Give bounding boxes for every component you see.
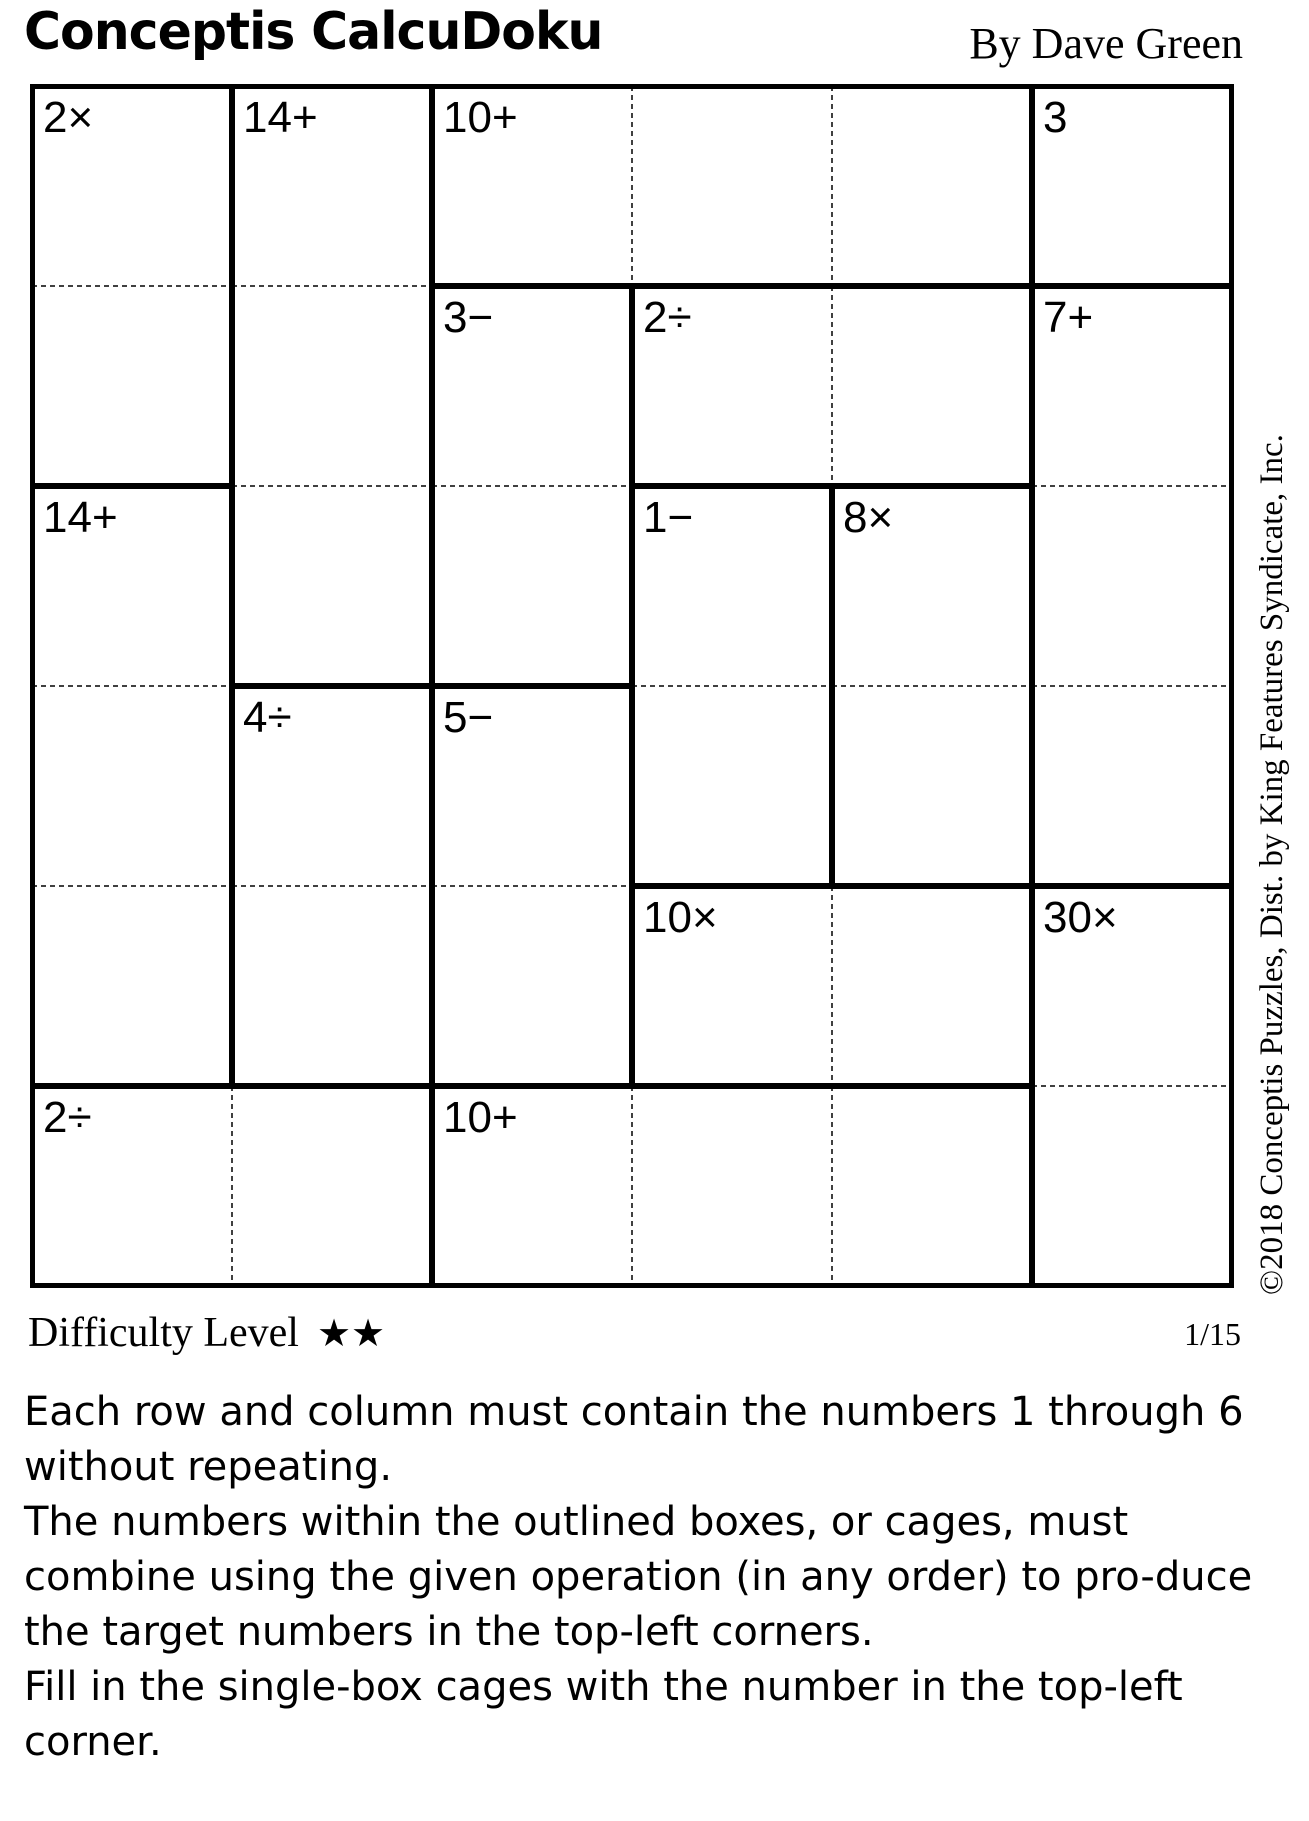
cage-clue: 2÷ xyxy=(43,1093,92,1142)
instruction-rule-3: Fill in the single-box cages with the number in the top-left corner. xyxy=(24,1664,1183,1765)
grid-cell[interactable] xyxy=(632,286,832,486)
grid-cell[interactable] xyxy=(1032,1086,1232,1286)
grid-cell[interactable] xyxy=(232,486,432,686)
instruction-rule-2: The numbers within the outlined boxes, or cages, must combine using the given operation (in any order) to pro-duce the target numbers in the top-left corners. xyxy=(24,1499,1253,1655)
grid-cell[interactable] xyxy=(232,686,432,886)
instructions xyxy=(24,1385,1294,1770)
grid-cell[interactable] xyxy=(632,486,832,686)
grid-cell[interactable] xyxy=(1032,286,1232,486)
cage-clue: 3 xyxy=(1043,93,1068,142)
grid-cell[interactable] xyxy=(1032,686,1232,886)
puzzle-title: Conceptis CalcuDoku xyxy=(24,2,603,62)
grid-cell[interactable] xyxy=(432,886,632,1086)
page-number: 1/15 xyxy=(1184,1316,1241,1352)
grid-cell[interactable] xyxy=(232,1086,432,1286)
grid-cell[interactable] xyxy=(632,886,832,1086)
grid-cell[interactable] xyxy=(232,86,432,286)
grid-cell[interactable] xyxy=(232,886,432,1086)
difficulty-stars: ★★ xyxy=(316,1311,386,1355)
grid-cell[interactable] xyxy=(632,1086,832,1286)
cage-clue: 2÷ xyxy=(643,293,692,342)
cage-clue: 10× xyxy=(643,893,718,942)
cage-clue: 10+ xyxy=(443,93,518,142)
cage-clue: 1− xyxy=(643,493,694,542)
grid-cell[interactable] xyxy=(432,286,632,486)
grid-cell[interactable] xyxy=(32,1086,232,1286)
grid-cell[interactable] xyxy=(1032,486,1232,686)
grid-cell[interactable] xyxy=(32,886,232,1086)
grid-cell[interactable] xyxy=(832,686,1032,886)
grid-cell[interactable] xyxy=(432,1086,632,1286)
grid-cell[interactable] xyxy=(432,486,632,686)
cage-clue: 3− xyxy=(443,293,494,342)
instruction-rule-1: Each row and column must contain the numbers 1 through 6 without repeating. xyxy=(24,1389,1244,1490)
grid-cell[interactable] xyxy=(832,86,1032,286)
grid-cell[interactable] xyxy=(232,286,432,486)
cage-clue: 14+ xyxy=(43,493,118,542)
grid-cell[interactable] xyxy=(832,286,1032,486)
cage-clue: 2× xyxy=(43,93,94,142)
grid-cell[interactable] xyxy=(32,286,232,486)
cage-clue: 8× xyxy=(843,493,894,542)
grid-cell[interactable] xyxy=(432,686,632,886)
grid-cell[interactable] xyxy=(632,686,832,886)
grid-cell[interactable] xyxy=(32,686,232,886)
difficulty-level xyxy=(28,1312,385,1354)
grid-cell[interactable] xyxy=(1032,86,1232,286)
difficulty-label: Difficulty Level xyxy=(28,1310,299,1356)
grid-cell[interactable] xyxy=(832,486,1032,686)
copyright-notice: ©2018 Conceptis Puzzles, Dist. by King Features Syndicate, Inc. xyxy=(1254,434,1290,1295)
grid-cell[interactable] xyxy=(832,1086,1032,1286)
grid-cell[interactable] xyxy=(432,86,632,286)
cage-clue: 7+ xyxy=(1043,293,1094,342)
cage-clue: 5− xyxy=(443,693,494,742)
grid-cell[interactable] xyxy=(32,86,232,286)
calcudoku-grid xyxy=(30,84,1234,1288)
cage-clue: 14+ xyxy=(243,93,318,142)
grid-cell[interactable] xyxy=(632,86,832,286)
cage-clue: 30× xyxy=(1043,893,1118,942)
grid-cell[interactable] xyxy=(832,886,1032,1086)
grid-cell[interactable] xyxy=(32,486,232,686)
cage-clue: 4÷ xyxy=(243,693,292,742)
cage-clue: 10+ xyxy=(443,1093,518,1142)
author-byline: By Dave Green xyxy=(969,19,1243,68)
grid-cell[interactable] xyxy=(1032,886,1232,1086)
